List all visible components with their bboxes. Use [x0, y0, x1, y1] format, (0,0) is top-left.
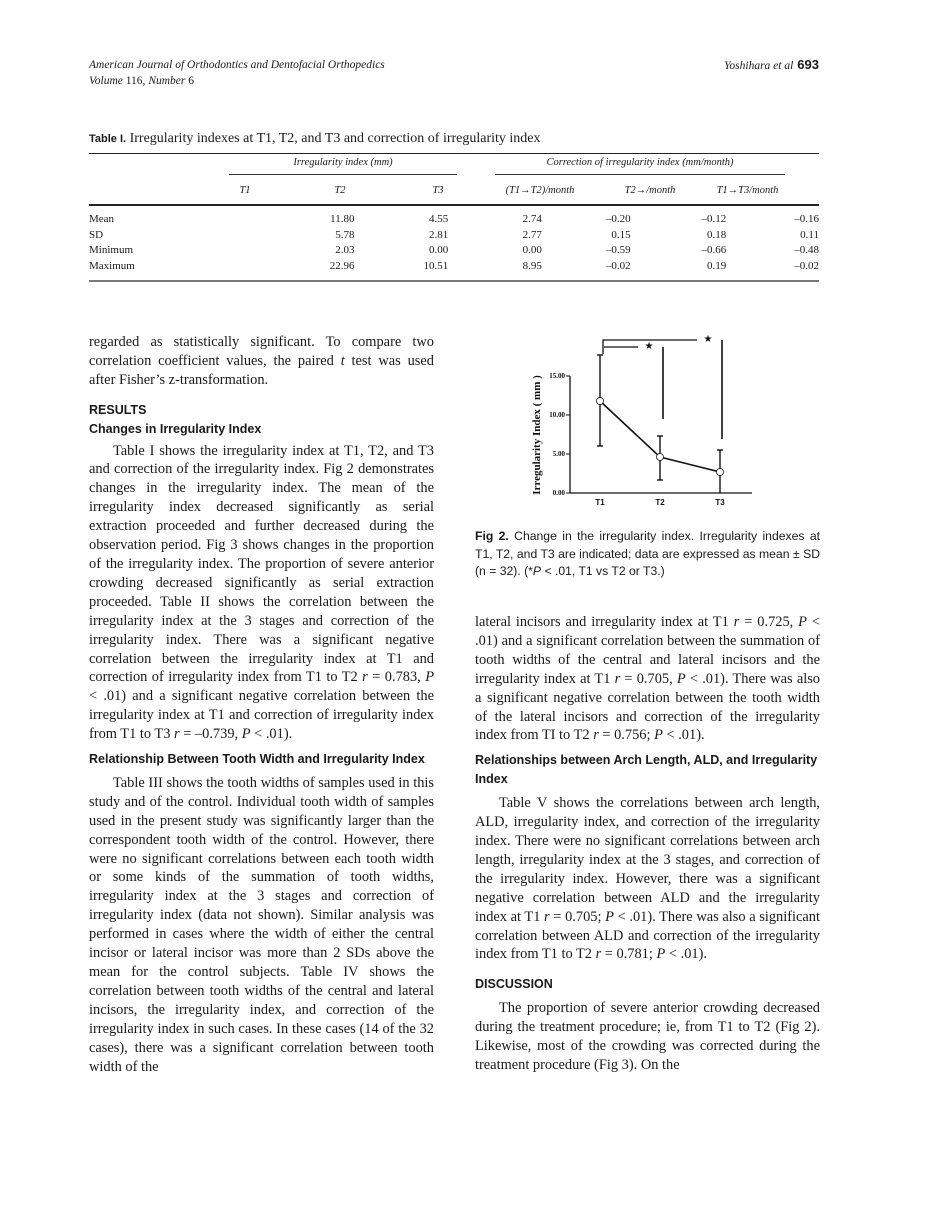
svg-text:5.00: 5.00: [552, 450, 565, 458]
paragraph: Table V shows the correlations between arch length, ALD, irregularity index, and correction of the irregularity index. There were no significant correlations between arch length, irregularity index at the 3 stages, and correction of the irregularity index. However, there was a significant negative correlation between ALD and the irregularity index at T1 r = 0.705; P < .01). There was also a significant correlation between ALD and correction of the irregularity index from T1 to T2 r = 0.781; P < .01).: [475, 795, 820, 963]
author-names: Yoshihara et al: [724, 60, 794, 72]
table-label: Table I.: [89, 133, 127, 145]
col-header-t2: T2→/month: [624, 185, 676, 196]
subsection-heading: Relationship Between Tooth Width and Irregularity Index: [89, 752, 425, 767]
significance-brackets: [603, 340, 722, 439]
paragraph: regarded as statistically significant. To compare two correlation coefficient values, the paired t test was used after Fisher’s z-transformation.: [89, 334, 434, 388]
table-group-header-correction: Correction of irregularity index (mm/month): [546, 157, 734, 168]
journal-name: American Journal of Orthodontics and Dentofacial Orthopedics: [89, 59, 385, 71]
x-tick-t2: T2: [655, 498, 665, 507]
significance-star: ★: [703, 334, 713, 345]
y-axis-label: Irregularity Index ( mm ): [531, 375, 543, 495]
table-caption: [89, 131, 541, 147]
data-point-t3: [717, 469, 724, 476]
col-header-t1: T1: [239, 185, 251, 196]
table-row: Mean 11.80 4.55 2.74 –0.20 –0.12 –0.16: [89, 213, 819, 225]
left-column: [89, 333, 434, 1076]
subsection-heading: Relationships between Arch Length, ALD, and Irregularity Index: [475, 753, 818, 787]
significance-star: ★: [644, 341, 654, 352]
figure-2-chart: [520, 330, 780, 515]
running-header-author-page: [724, 57, 819, 72]
data-table: [89, 212, 819, 274]
page-number: 693: [797, 57, 819, 72]
table-bottom-rule: [89, 280, 819, 282]
x-tick-t1: T1: [595, 498, 605, 507]
group-rule-1: [229, 174, 457, 175]
svg-text:10.00: 10.00: [549, 411, 565, 419]
section-heading-discussion: DISCUSSION: [475, 977, 553, 992]
x-tick-t3: T3: [715, 498, 725, 507]
volume-number: Volume 116, Number 6: [89, 75, 194, 87]
col-header-t1t3: T1→T3/month: [716, 185, 779, 196]
paragraph: Table I shows the irregularity index at T1, T2, and T3 and correction of the irregularity index. Fig 2 demonstrates changes in the irregularity index. The mean of the irregularity index decreased significantly as serial extraction proceeded and further decreased during the observation period. Fig 3 shows changes in the proportion of the irregularity index. The proportion of severe anterior crowding decreased significantly as serial extraction proceeded. Table II shows the correlation between the irregularity index at the 3 stages and correction of the irregularity index. There was a significant negative correlation between the irregularity index at T1 and correction of irregularity index from T1 to T2 r = 0.783, P < .01) and a significant negative correlation between the irregularity index at T1 and correction of irregularity index from T1 to T3 r = –0.739, P < .01).: [89, 442, 434, 743]
table-top-rule: [89, 153, 819, 154]
svg-text:15.00: 15.00: [549, 372, 565, 380]
col-header-t3: T3: [432, 185, 444, 196]
table-row: Maximum 22.96 10.51 8.95 –0.02 0.19 –0.02: [89, 259, 819, 272]
paragraph: Table III shows the tooth widths of samples used in this study and of the control. Individual tooth width of samples used in the present study was significantly larger than the correspondent tooth width of the control. However, there were no significant correlations between each tooth width or some kinds of the summation of tooth widths, irregularity index at the 3 stages and correction of irregularity index (data not shown). Similar analysis was performed in cases where the width of either the central incisor or lateral incisor was more than 2 SDs above the mean for the control subjects. Table IV shows the correlation between tooth widths of the central and lateral incisors, the irregularity index, and correction of the irregularity index in such cases. In these cases (14 of the 32 cases), there was a significant correlation between tooth width of the: [89, 774, 434, 1075]
group-rule-2: [495, 174, 785, 175]
running-header-journal: [89, 57, 385, 89]
section-heading-results: RESULTS: [89, 402, 147, 417]
data-point-t2: [657, 454, 664, 461]
right-column: [475, 613, 820, 1075]
table-group-header-irregularity: Irregularity index (mm): [293, 157, 393, 168]
svg-text:0.00: 0.00: [552, 489, 565, 497]
paragraph: The proportion of severe anterior crowding decreased during the treatment procedure; ie, from T1 to T2 (Fig 2). Likewise, most of the crowding was corrected during the treatment procedure (Fig 3). On the: [475, 1000, 820, 1073]
data-point-t1: [597, 398, 604, 405]
table-row: SD 5.78 2.81 2.77 0.15 0.18 0.11: [89, 228, 819, 241]
figure-label: Fig 2.: [475, 529, 509, 543]
table-title: Irregularity indexes at T1, T2, and T3 and correction of irregularity index: [129, 131, 541, 146]
col-header-t2: T2: [334, 185, 346, 196]
subsection-heading: Changes in Irregularity Index: [89, 421, 262, 436]
paragraph: lateral incisors and irregularity index at T1 r = 0.725, P < .01) and a significant correlation between the summation of tooth widths of the central and lateral incisors and the irregularity index at T1 r = 0.705, P < .01). There was also a significant negative correlation between the tooth width of the lateral incisors and correction of the irregularity index from TI to T2 r = 0.756; P < .01).: [475, 614, 821, 744]
figure-caption: Fig 2. Change in the irregularity index. Irregularity indexes at T1, T2, and T3 are indicated; data are expressed as mean ± SD (n = 32). (*P < .01, T1 vs T2 or T3.): [475, 529, 820, 578]
table-header-rule: [89, 204, 819, 206]
col-header-t1t2: (T1→T2)/month: [505, 185, 575, 196]
table-row: Minimum 2.03 0.00 0.00 –0.59 –0.66 –0.48: [89, 244, 819, 256]
